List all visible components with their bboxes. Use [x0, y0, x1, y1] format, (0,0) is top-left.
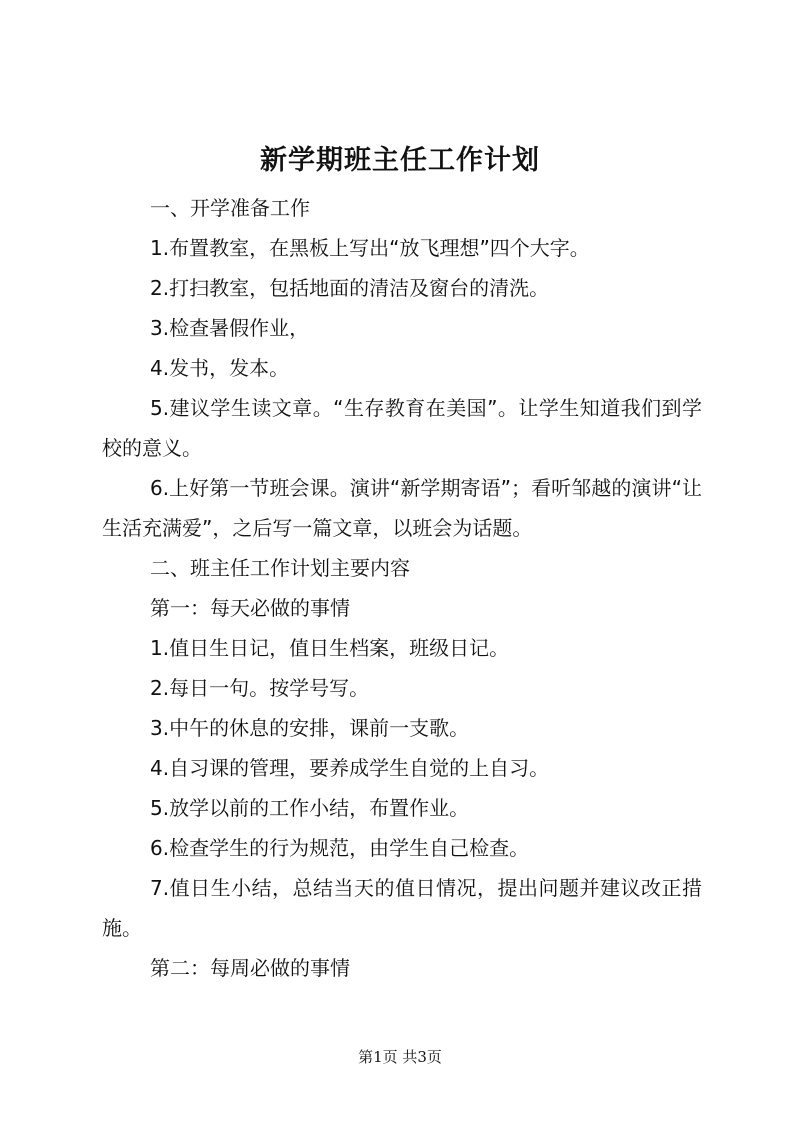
paragraph: 2.打扫教室，包括地面的清洁及窗台的清洗。: [150, 276, 550, 300]
paragraph: 4.自习课的管理，要养成学生自觉的上自习。: [150, 756, 550, 780]
subsection-heading: 第二：每周必做的事情: [150, 956, 350, 980]
paragraph: 7.值日生小结，总结当天的值日情况，提出问题并建议改正措施。: [102, 876, 702, 940]
subsection-heading: 第一：每天必做的事情: [150, 596, 350, 620]
document-title: 新学期班主任工作计划: [260, 145, 540, 176]
section-heading-2: 二、班主任工作计划主要内容: [150, 556, 410, 580]
paragraph: 4.发书，发本。: [150, 356, 290, 380]
paragraph: 5.建议学生读文章。“生存教育在美国”。让学生知道我们到学校的意义。: [102, 396, 702, 460]
paragraph: 3.中午的休息的安排，课前一支歌。: [150, 716, 470, 740]
paragraph: 6.检查学生的行为规范，由学生自己检查。: [150, 836, 530, 860]
page-footer: 第1页 共3页: [358, 1048, 442, 1066]
paragraph: 1.值日生日记，值日生档案，班级日记。: [150, 636, 510, 660]
paragraph: 6.上好第一节班会课。演讲“新学期寄语”；看听邹越的演讲“让生活充满爱”，之后写一篇文章，以班会为话题。: [102, 476, 702, 540]
paragraph: 1.布置教室，在黑板上写出“放飞理想”四个大字。: [150, 236, 590, 260]
paragraph: 2.每日一句。按学号写。: [150, 676, 370, 700]
paragraph: 5.放学以前的工作小结，布置作业。: [150, 796, 470, 820]
document-body: [102, 188, 702, 988]
paragraph: 3.检查暑假作业，: [150, 316, 310, 340]
section-heading-1: 一、开学准备工作: [150, 196, 310, 220]
